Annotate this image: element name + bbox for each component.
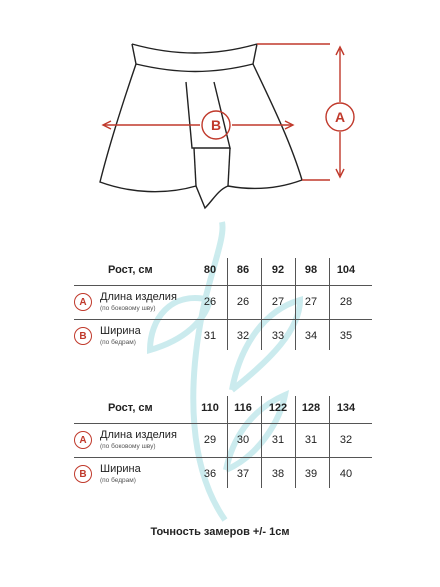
value-cell: 31	[203, 330, 217, 342]
measure-label: Ширина	[100, 325, 141, 337]
height-cell: 92	[271, 264, 285, 276]
measure-label: Ширина	[100, 463, 141, 475]
value-cell: 31	[304, 434, 318, 446]
value-cell: 36	[203, 468, 217, 480]
height-cell: 128	[301, 402, 321, 414]
value-cell: 27	[271, 296, 285, 308]
measure-b-label: B	[210, 117, 222, 133]
height-cell: 134	[336, 402, 356, 414]
value-cell: 33	[271, 330, 285, 342]
badge-a: A	[74, 293, 92, 311]
value-cell: 26	[203, 296, 217, 308]
value-cell: 28	[339, 296, 353, 308]
height-cell: 110	[201, 402, 219, 414]
value-cell: 32	[339, 434, 353, 446]
col-divider	[227, 258, 228, 350]
height-cell: 116	[234, 402, 252, 414]
col-divider	[261, 396, 262, 488]
row-divider	[74, 423, 372, 424]
height-label: Рост, см	[108, 264, 153, 276]
badge-a: A	[74, 431, 92, 449]
accuracy-note: Точность замеров +/- 1см	[150, 526, 290, 538]
row-divider	[74, 457, 372, 458]
value-cell: 31	[271, 434, 285, 446]
value-cell: 35	[339, 330, 353, 342]
value-cell: 27	[304, 296, 318, 308]
value-cell: 34	[304, 330, 318, 342]
measure-label: Длина изделия	[100, 429, 177, 441]
col-divider	[227, 396, 228, 488]
height-cell: 122	[268, 402, 288, 414]
value-cell: 30	[236, 434, 250, 446]
measure-sublabel: (по бедрам)	[100, 477, 136, 484]
measure-label: Длина изделия	[100, 291, 177, 303]
measure-sublabel: (по боковому шву)	[100, 305, 156, 312]
col-divider	[329, 258, 330, 350]
measure-b-arrow	[103, 111, 293, 139]
col-divider	[261, 258, 262, 350]
value-cell: 37	[236, 468, 250, 480]
row-divider	[74, 319, 372, 320]
value-cell: 39	[304, 468, 318, 480]
col-divider	[295, 396, 296, 488]
height-label: Рост, см	[108, 402, 153, 414]
height-cell: 104	[336, 264, 356, 276]
badge-b: B	[74, 465, 92, 483]
value-cell: 38	[271, 468, 285, 480]
shorts-outline	[100, 44, 302, 208]
value-cell: 32	[236, 330, 250, 342]
value-cell: 26	[236, 296, 250, 308]
col-divider	[329, 396, 330, 488]
measure-a-label: A	[334, 109, 346, 125]
height-cell: 86	[236, 264, 250, 276]
height-cell: 80	[203, 264, 217, 276]
col-divider	[295, 258, 296, 350]
value-cell: 40	[339, 468, 353, 480]
height-cell: 98	[304, 264, 318, 276]
badge-b: B	[74, 327, 92, 345]
measure-sublabel: (по бедрам)	[100, 339, 136, 346]
value-cell: 29	[203, 434, 217, 446]
measure-sublabel: (по боковому шву)	[100, 443, 156, 450]
row-divider	[74, 285, 372, 286]
